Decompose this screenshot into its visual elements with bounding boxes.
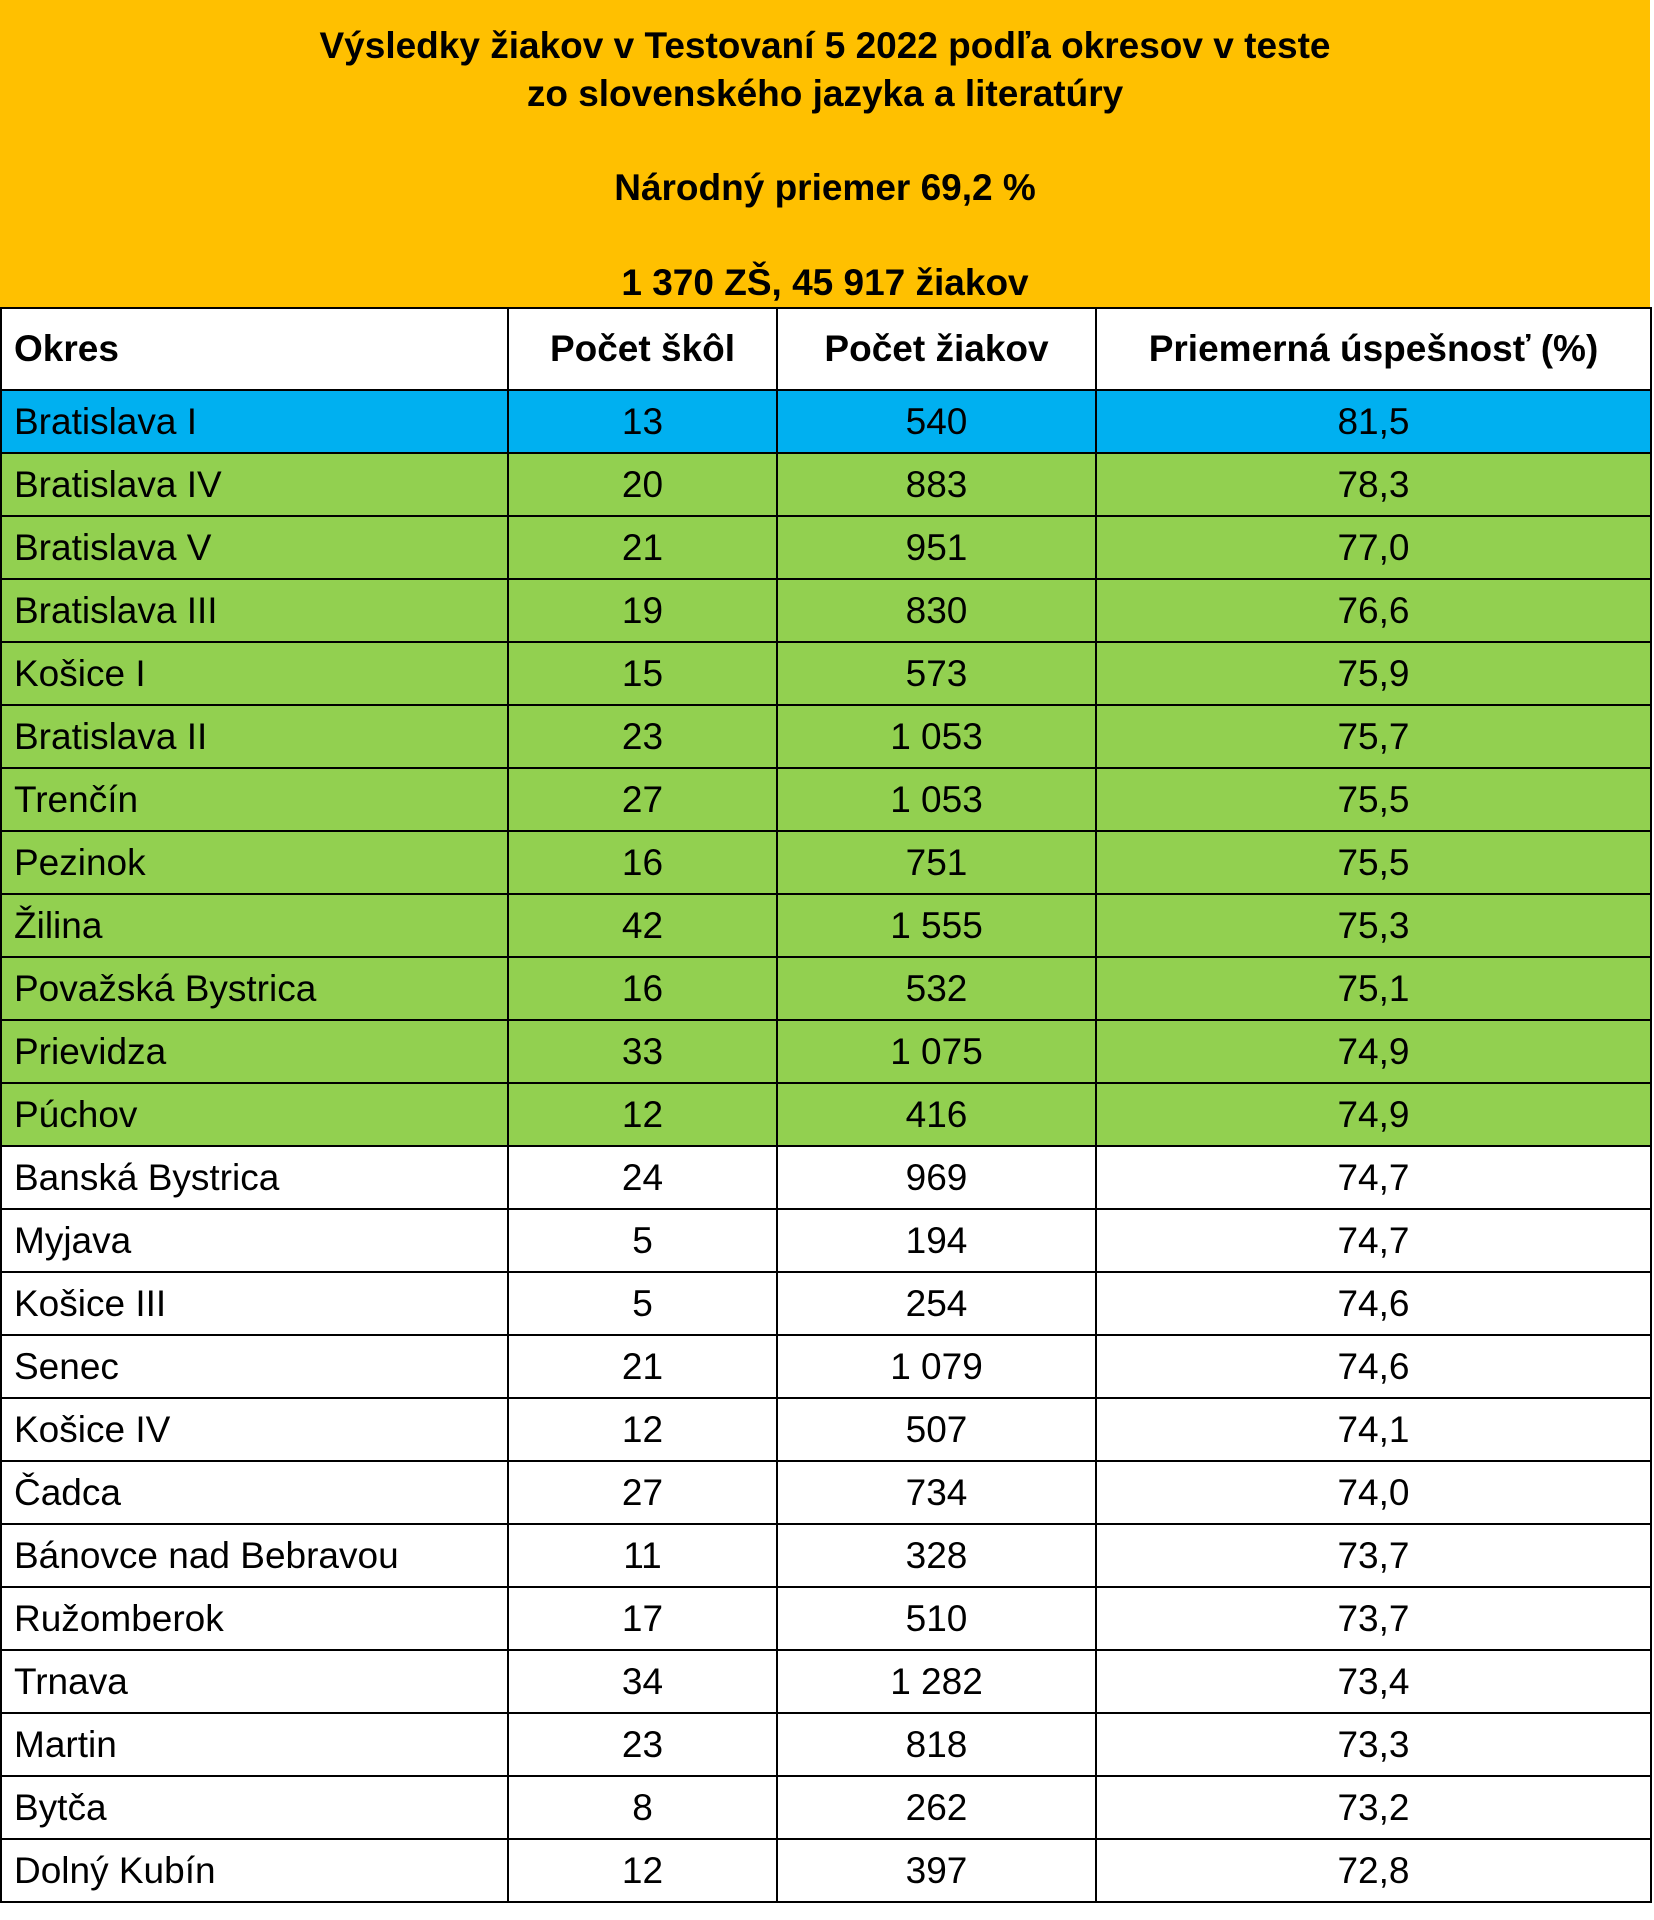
cell-uspesnost: 73,3 bbox=[1096, 1713, 1651, 1776]
table-row bbox=[1, 516, 1651, 579]
table-row bbox=[1, 390, 1651, 453]
cell-pocet-ziakov: 416 bbox=[777, 1083, 1096, 1146]
cell-pocet-skol: 33 bbox=[508, 1020, 777, 1083]
cell-uspesnost: 72,8 bbox=[1096, 1839, 1651, 1902]
cell-pocet-skol: 12 bbox=[508, 1083, 777, 1146]
table-row bbox=[1, 705, 1651, 768]
cell-uspesnost: 77,0 bbox=[1096, 516, 1651, 579]
cell-pocet-ziakov: 751 bbox=[777, 831, 1096, 894]
cell-okres: Bánovce nad Bebravou bbox=[1, 1524, 508, 1587]
cell-okres: Bytča bbox=[1, 1776, 508, 1839]
column-header-pocet-ziakov: Počet žiakov bbox=[777, 308, 1096, 390]
report-header bbox=[0, 0, 1650, 307]
cell-pocet-skol: 27 bbox=[508, 1461, 777, 1524]
cell-uspesnost: 73,4 bbox=[1096, 1650, 1651, 1713]
cell-pocet-ziakov: 734 bbox=[777, 1461, 1096, 1524]
cell-uspesnost: 74,6 bbox=[1096, 1335, 1651, 1398]
cell-okres: Žilina bbox=[1, 894, 508, 957]
cell-pocet-ziakov: 1 079 bbox=[777, 1335, 1096, 1398]
table-row bbox=[1, 1776, 1651, 1839]
table-row bbox=[1, 1020, 1651, 1083]
cell-okres: Banská Bystrica bbox=[1, 1146, 508, 1209]
cell-pocet-ziakov: 194 bbox=[777, 1209, 1096, 1272]
table-row bbox=[1, 894, 1651, 957]
cell-uspesnost: 73,7 bbox=[1096, 1587, 1651, 1650]
cell-okres: Púchov bbox=[1, 1083, 508, 1146]
cell-pocet-skol: 12 bbox=[508, 1839, 777, 1902]
cell-pocet-skol: 21 bbox=[508, 1335, 777, 1398]
cell-okres: Prievidza bbox=[1, 1020, 508, 1083]
cell-okres: Bratislava V bbox=[1, 516, 508, 579]
cell-uspesnost: 81,5 bbox=[1096, 390, 1651, 453]
cell-uspesnost: 75,3 bbox=[1096, 894, 1651, 957]
cell-uspesnost: 73,7 bbox=[1096, 1524, 1651, 1587]
cell-uspesnost: 75,7 bbox=[1096, 705, 1651, 768]
table-row bbox=[1, 1587, 1651, 1650]
table-row bbox=[1, 831, 1651, 894]
table-row bbox=[1, 1650, 1651, 1713]
cell-okres: Bratislava IV bbox=[1, 453, 508, 516]
cell-pocet-skol: 13 bbox=[508, 390, 777, 453]
cell-pocet-ziakov: 830 bbox=[777, 579, 1096, 642]
cell-pocet-ziakov: 510 bbox=[777, 1587, 1096, 1650]
column-header-okres: Okres bbox=[1, 308, 508, 390]
cell-pocet-ziakov: 1 075 bbox=[777, 1020, 1096, 1083]
table-row bbox=[1, 1272, 1651, 1335]
cell-pocet-skol: 42 bbox=[508, 894, 777, 957]
table-row bbox=[1, 768, 1651, 831]
cell-okres: Dolný Kubín bbox=[1, 1839, 508, 1902]
table-row bbox=[1, 1839, 1651, 1902]
cell-uspesnost: 75,1 bbox=[1096, 957, 1651, 1020]
cell-pocet-skol: 20 bbox=[508, 453, 777, 516]
cell-pocet-ziakov: 1 555 bbox=[777, 894, 1096, 957]
cell-pocet-ziakov: 328 bbox=[777, 1524, 1096, 1587]
table-row bbox=[1, 1524, 1651, 1587]
table-row bbox=[1, 579, 1651, 642]
cell-uspesnost: 74,7 bbox=[1096, 1146, 1651, 1209]
cell-pocet-ziakov: 507 bbox=[777, 1398, 1096, 1461]
cell-okres: Bratislava II bbox=[1, 705, 508, 768]
cell-pocet-skol: 27 bbox=[508, 768, 777, 831]
cell-pocet-ziakov: 883 bbox=[777, 453, 1096, 516]
table-row bbox=[1, 1461, 1651, 1524]
report-title-line-1: Výsledky žiakov v Testovaní 5 2022 podľa okresov v teste bbox=[319, 25, 1331, 66]
cell-okres: Trenčín bbox=[1, 768, 508, 831]
totals-summary: 1 370 ZŠ, 45 917 žiakov bbox=[621, 262, 1029, 303]
cell-uspesnost: 75,5 bbox=[1096, 831, 1651, 894]
cell-uspesnost: 74,6 bbox=[1096, 1272, 1651, 1335]
national-average: Národný priemer 69,2 % bbox=[614, 167, 1036, 208]
cell-uspesnost: 74,9 bbox=[1096, 1020, 1651, 1083]
table-row bbox=[1, 1083, 1651, 1146]
cell-okres: Košice I bbox=[1, 642, 508, 705]
cell-pocet-skol: 15 bbox=[508, 642, 777, 705]
cell-uspesnost: 74,9 bbox=[1096, 1083, 1651, 1146]
cell-uspesnost: 73,2 bbox=[1096, 1776, 1651, 1839]
cell-pocet-skol: 23 bbox=[508, 1713, 777, 1776]
cell-pocet-skol: 8 bbox=[508, 1776, 777, 1839]
cell-pocet-skol: 5 bbox=[508, 1209, 777, 1272]
table-row bbox=[1, 1209, 1651, 1272]
cell-okres: Senec bbox=[1, 1335, 508, 1398]
cell-okres: Ružomberok bbox=[1, 1587, 508, 1650]
cell-pocet-skol: 17 bbox=[508, 1587, 777, 1650]
cell-pocet-ziakov: 573 bbox=[777, 642, 1096, 705]
cell-uspesnost: 76,6 bbox=[1096, 579, 1651, 642]
cell-pocet-skol: 23 bbox=[508, 705, 777, 768]
cell-pocet-skol: 21 bbox=[508, 516, 777, 579]
cell-uspesnost: 74,7 bbox=[1096, 1209, 1651, 1272]
table-row bbox=[1, 1398, 1651, 1461]
cell-pocet-ziakov: 532 bbox=[777, 957, 1096, 1020]
cell-pocet-ziakov: 951 bbox=[777, 516, 1096, 579]
cell-okres: Bratislava I bbox=[1, 390, 508, 453]
cell-okres: Košice III bbox=[1, 1272, 508, 1335]
cell-pocet-ziakov: 818 bbox=[777, 1713, 1096, 1776]
cell-pocet-skol: 19 bbox=[508, 579, 777, 642]
report-title-line-2: zo slovenského jazyka a literatúry bbox=[526, 73, 1124, 114]
column-header-uspesnost: Priemerná úspešnosť (%) bbox=[1096, 308, 1651, 390]
cell-pocet-ziakov: 540 bbox=[777, 390, 1096, 453]
cell-pocet-skol: 16 bbox=[508, 957, 777, 1020]
results-table bbox=[0, 307, 1652, 1903]
cell-uspesnost: 75,9 bbox=[1096, 642, 1651, 705]
table-header-row bbox=[1, 308, 1651, 390]
cell-okres: Martin bbox=[1, 1713, 508, 1776]
cell-pocet-ziakov: 262 bbox=[777, 1776, 1096, 1839]
cell-pocet-skol: 12 bbox=[508, 1398, 777, 1461]
column-header-pocet-skol: Počet škôl bbox=[508, 308, 777, 390]
cell-okres: Trnava bbox=[1, 1650, 508, 1713]
cell-okres: Košice IV bbox=[1, 1398, 508, 1461]
cell-pocet-ziakov: 1 282 bbox=[777, 1650, 1096, 1713]
table-row bbox=[1, 957, 1651, 1020]
cell-pocet-ziakov: 969 bbox=[777, 1146, 1096, 1209]
table-row bbox=[1, 453, 1651, 516]
cell-pocet-skol: 11 bbox=[508, 1524, 777, 1587]
table-row bbox=[1, 1713, 1651, 1776]
table-row bbox=[1, 1335, 1651, 1398]
cell-pocet-ziakov: 254 bbox=[777, 1272, 1096, 1335]
cell-pocet-ziakov: 1 053 bbox=[777, 768, 1096, 831]
cell-okres: Považská Bystrica bbox=[1, 957, 508, 1020]
cell-okres: Bratislava III bbox=[1, 579, 508, 642]
cell-uspesnost: 75,5 bbox=[1096, 768, 1651, 831]
cell-okres: Pezinok bbox=[1, 831, 508, 894]
cell-pocet-ziakov: 397 bbox=[777, 1839, 1096, 1902]
cell-okres: Myjava bbox=[1, 1209, 508, 1272]
table-row bbox=[1, 1146, 1651, 1209]
cell-pocet-ziakov: 1 053 bbox=[777, 705, 1096, 768]
cell-pocet-skol: 24 bbox=[508, 1146, 777, 1209]
cell-uspesnost: 74,1 bbox=[1096, 1398, 1651, 1461]
cell-pocet-skol: 34 bbox=[508, 1650, 777, 1713]
cell-uspesnost: 78,3 bbox=[1096, 453, 1651, 516]
cell-okres: Čadca bbox=[1, 1461, 508, 1524]
cell-pocet-skol: 5 bbox=[508, 1272, 777, 1335]
cell-pocet-skol: 16 bbox=[508, 831, 777, 894]
cell-uspesnost: 74,0 bbox=[1096, 1461, 1651, 1524]
table-row bbox=[1, 642, 1651, 705]
